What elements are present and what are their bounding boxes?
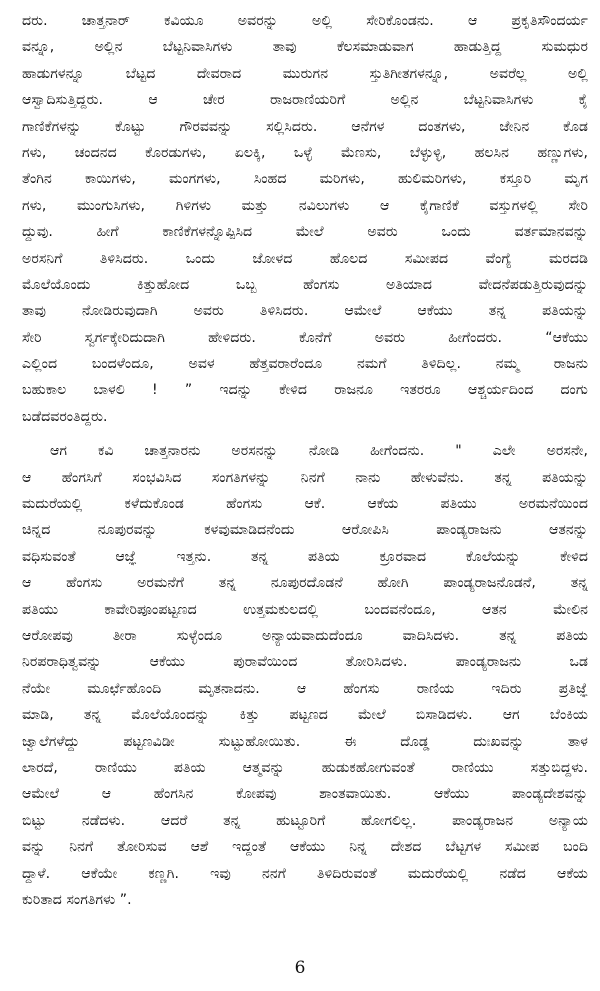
text-line: ಎಲ್ಲಿಂದ ಬಂದಳೆಂದೂ, ಅವಳ ಹೆತ್ತವರಾರೆಂದೂ ನಮಗೆ ತಿಳಿದಿಲ್ಲ. ನಮ್ಮ ರಾಜನು (22, 356, 588, 373)
text-line: ಆ ಹೆಂಗಸಿಗೆ ಸಂಭವಿಸಿದ ಸಂಗತಿಗಳನ್ನು ನಿನಗೆ ನಾನು ಹೇಳುವೆನು. ತನ್ನ ಪತಿಯನ್ನು (22, 469, 588, 486)
text-line: ಬಿಟ್ಟು ನಡೆದಳು. ಆದರೆ ತನ್ನ ಹುಟ್ಟೂರಿಗೆ ಹೋಗಲಿಲ್ಲ. ಪಾಂಡ್ಯರಾಜನ ಅನ್ಯಾಯ (22, 812, 588, 829)
text-line: ಲಾರದೆ, ರಾಣಿಯು ಪತಿಯ ಆತ್ಮವನ್ನು ಹುಡುಕಹೋಗುವಂತೆ ರಾಣಿಯು ಸತ್ತುಬಿದ್ದಳು. (22, 759, 588, 776)
text-line: ಚಿನ್ನದ ನೂಪುರವನ್ನು ಕಳವುಮಾಡಿದನೆಂದು ಆರೋಪಿಸಿ ಪಾಂಡ್ಯರಾಜನು ಆತನನ್ನು (22, 522, 588, 539)
text-line: ಬಹುಕಾಲ ಬಾಳಲಿ ! ” ಇದನ್ನು ಕೇಳಿದ ರಾಜನೂ ಇತರರೂ ಆಶ್ಚರ್ಯದಿಂದ ದಂಗು (22, 382, 588, 399)
text-line: ಮೊಲೆಯೊಂದು ಕಿತ್ತುಹೋದ ಒಬ್ಬ ಹೆಂಗಸು ಅತಿಯಾದ ವೇದನೆಪಡುತ್ತಿರುವುದನ್ನು (22, 276, 588, 293)
text-line: ಆ ಹೆಂಗಸು ಅರಮನೆಗೆ ತನ್ನ ನೂಪುರದೊಡನೆ ಹೋಗಿ ಪಾಂಡ್ಯರಾಜನೊಡನೆ, ತನ್ನ (22, 575, 588, 592)
text-line: ವಧಿಸುವಂತೆ ಆಜ್ಞೆ ಇತ್ತನು. ತನ್ನ ಪತಿಯ ಕ್ರೂರವಾದ ಕೊಲೆಯನ್ನು ಕೇಳಿದ (22, 548, 588, 565)
text-line: ಸೇರಿ ಸ್ವರ್ಗಕ್ಕೇರಿದುದಾಗಿ ಹೇಳಿದರು. ಕೊನೆಗೆ ಅವರು ಹೀಗೆಂದರು. “ಆಕೆಯು (22, 329, 588, 346)
text-line: ದರು. ಚಾತ್ತನಾರ್ ಕವಿಯೂ ಅವರನ್ನು ಅಲ್ಲಿ ಸೇರಿಕೊಂಡನು. ಆ ಪ್ರಕೃತಿಸೌಂದರ್ಯ (22, 13, 588, 29)
text-line: ನಿರಪರಾಧಿತ್ವವನ್ನು ಆಕೆಯು ಪುರಾವೆಯಿಂದ ತೋರಿಸಿದಳು. ಪಾಂಡ್ಯರಾಜನು ಒಡ (22, 654, 588, 671)
text-line: ಕುರಿತಾದ ಸಂಗತಿಗಳು ”. (22, 891, 132, 908)
text-line: ಆರೋಪವು ತೀರಾ ಸುಳ್ಳೆಂದೂ ಅನ್ಯಾಯವಾದುದೆಂದೂ ವಾದಿಸಿದಳು. ತನ್ನ ಪತಿಯ (22, 627, 588, 644)
text-line: ಗಳು, ಚಂದನದ ಕೊರಡುಗಳು, ಏಲಕ್ಕಿ, ಒಳ್ಳೆ ಮೆಣಸು, ಬೆಳ್ಳುಳ್ಳಿ, ಹಲಸಿನ ಹಣ್ಣುಗಳು, (22, 144, 588, 161)
body-text (22, 8, 588, 913)
page-number: 6 (294, 958, 306, 978)
paragraph-2 (22, 438, 588, 913)
text-line: ಬಡೆದವರಂತಿದ್ದರು. (22, 408, 108, 425)
text-line: ಮಾಡಿ, ತನ್ನ ಮೊಲೆಯೊಂದನ್ನು ಕಿತ್ತು ಪಟ್ಟಣದ ಮೇಲೆ ಬಿಸಾಡಿದಳು. ಆಗ ಬೆಂಕಿಯ (22, 707, 588, 724)
text-line: ದ್ದಾಳೆ. ಆಕೆಯೇ ಕಣ್ಣಗಿ. ಇವು ನನಗೆ ತಿಳಿದಿರುವಂತೆ ಮದುರೆಯಲ್ಲಿ ನಡೆದ ಆಕೆಯ (22, 865, 588, 882)
text-line: ಗಾಣಿಕೆಗಳನ್ನು ಕೊಟ್ಟು ಗೌರವವನ್ನು ಸಲ್ಲಿಸಿದರು. ಆನೆಗಳ ದಂತಗಳು, ಜೇನಿನ ಕೊಡ (22, 118, 588, 135)
paragraph-1 (22, 8, 588, 430)
text-line: ಆಸ್ವಾದಿಸುತ್ತಿದ್ದರು. ಆ ಚೇರ ರಾಜರಾಣಿಯರಿಗೆ ಅಲ್ಲಿನ ಬೆಟ್ಟನಿವಾಸಿಗಳು ಕೈ (22, 92, 588, 109)
text-line: ಅರಸನಿಗೆ ತಿಳಿಸಿದರು. ಒಂದು ಜೋಳದ ಹೊಲದ ಸಮೀಪದ ವೆಂಗ್ಯೆ ಮರದಡಿ (22, 250, 588, 267)
text-line: ಆಗ ಕವಿ ಚಾತ್ತನಾರನು ಅರಸನನ್ನು ನೋಡಿ ಹೀಗೆಂದನು. " ಎಲೇ ಅರಸನೇ, (50, 443, 588, 460)
text-line: ತಾವು ನೋಡಿರುವುದಾಗಿ ಅವರು ತಿಳಿಸಿದರು. ಆಮೇಲೆ ಆಕೆಯು ತನ್ನ ಪತಿಯನ್ನು (22, 303, 588, 320)
text-line: ಹಾಡುಗಳನ್ನೂ ಬೆಟ್ಟದ ದೇವರಾದ ಮುರುಗನ ಸ್ತುತಿಗೀತಗಳನ್ನೂ, ಅವರೆಲ್ಲ ಅಲ್ಲಿ (22, 65, 588, 82)
text-line: ನೆಯೇ ಮೂರ್ಛೆಹೊಂದಿ ಮೃತನಾದನು. ಆ ಹೆಂಗಸು ರಾಣಿಯ ಇದಿರು ಪ್ರತಿಜ್ಞೆ (22, 680, 588, 697)
text-line: ಜ್ವಾಲೆಗಳೆದ್ದು ಪಟ್ಟಣವಿಡೀ ಸುಟ್ಟುಹೋಯಿತು. ಈ ದೊಡ್ಡ ದುಃಖವನ್ನು ತಾಳ (22, 733, 588, 750)
text-line: ವನ್ನು ನಿನಗೆ ತೋರಿಸುವ ಆಶೆ ಇದ್ದಂತೆ ಆಕೆಯು ನಿನ್ನ ದೇಶದ ಬೆಟ್ಟಗಳ ಸಮೀಪ ಬಂದಿ (22, 839, 588, 856)
text-line: ಪತಿಯು ಕಾವೇರಿಪೂಂಪಟ್ಟಣದ ಉತ್ತಮಕುಲದಲ್ಲಿ ಬಂದವನೆಂದೂ, ಆತನ ಮೇಲಿನ (22, 601, 588, 618)
text-line: ವನ್ನೂ, ಅಲ್ಲಿನ ಬೆಟ್ಟನಿವಾಸಿಗಳು ತಾವು ಕೆಲಸಮಾಡುವಾಗ ಹಾಡುತ್ತಿದ್ದ ಸುಮಧುರ (22, 39, 588, 56)
text-line: ಆಮೇಲೆ ಆ ಹೆಂಗಸಿನ ಕೋಪವು ಶಾಂತವಾಯಿತು. ಆಕೆಯು ಪಾಂಡ್ಯದೇಶವನ್ನು (22, 786, 588, 803)
text-line: ದ್ದುವು. ಹೀಗೆ ಕಾಣಿಕೆಗಳನ್ನೊಪ್ಪಿಸಿದ ಮೇಲೆ ಅವರು ಒಂದು ವರ್ತಮಾನವನ್ನು (22, 224, 588, 241)
text-line: ಗಳು, ಮುಂಗುಸಿಗಳು, ಗಿಳಿಗಳು ಮತ್ತು ನವಿಲುಗಳು ಆ ಕೈಗಾಣಿಕೆ ವಸ್ತುಗಳಲ್ಲಿ ಸೇರಿ (22, 197, 588, 214)
text-line: ತೆಂಗಿನ ಕಾಯಿಗಳು, ಮಂಗಗಳು, ಸಿಂಹದ ಮರಿಗಳು, ಹುಲಿಮರಿಗಳು, ಕಸ್ತೂರಿ ಮೃಗ (22, 171, 588, 188)
text-line: ಮದುರೆಯಲ್ಲಿ ಕಳೆದುಕೊಂಡ ಹೆಂಗಸು ಆಕೆ. ಆಕೆಯ ಪತಿಯು ಅರಮನೆಯಿಂದ (22, 496, 588, 513)
